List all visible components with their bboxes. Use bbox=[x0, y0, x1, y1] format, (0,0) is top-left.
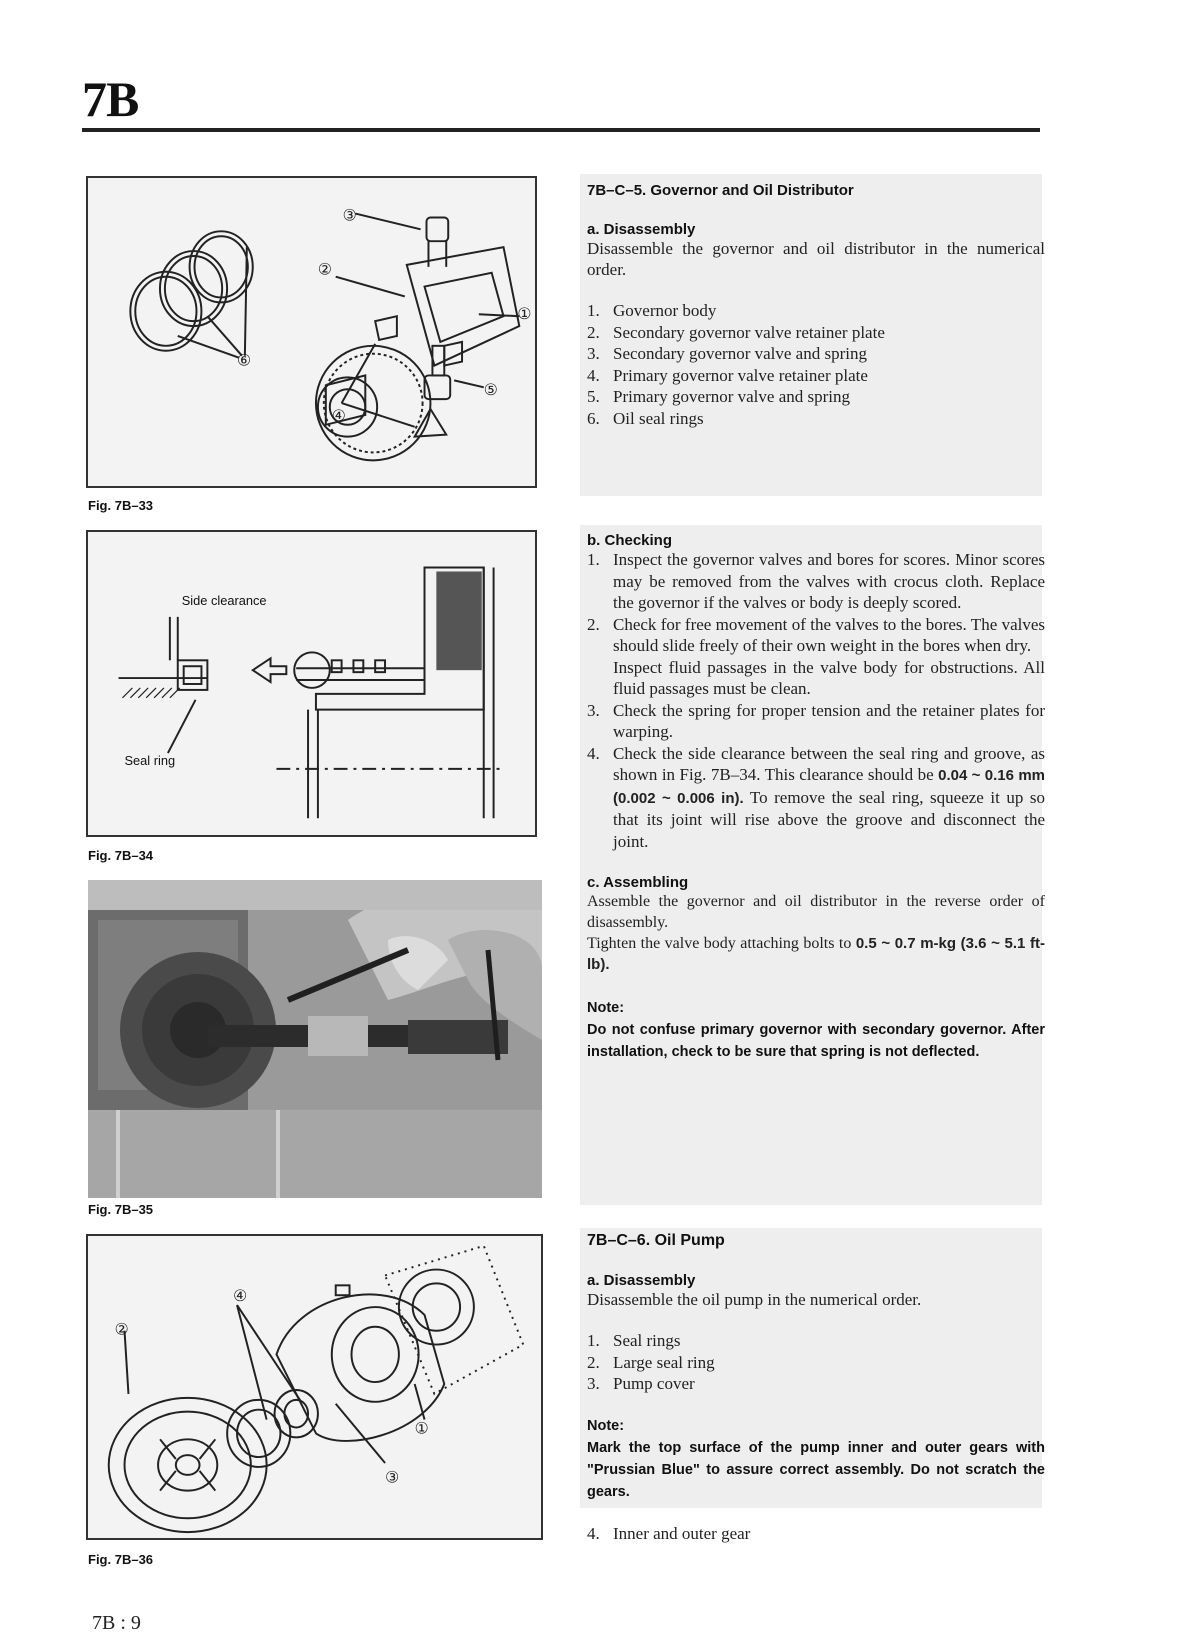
callout-4: ④ bbox=[331, 405, 346, 425]
oil-pump-exploded-drawing bbox=[88, 1236, 541, 1538]
list-item: 4. Inner and outer gear bbox=[587, 1523, 751, 1543]
list-item: 2. Large seal ring bbox=[587, 1352, 715, 1372]
governor-checking-heading: b. Checking bbox=[587, 532, 673, 549]
list-item: 2. Secondary governor valve retainer plate bbox=[587, 322, 885, 342]
oil-pump-note-label: Note: bbox=[587, 1417, 625, 1434]
governor-disassembly-intro: Disassemble the governor and oil distributor in the numerical order. bbox=[587, 239, 1045, 279]
list-item: 3. Secondary governor valve and spring bbox=[587, 344, 867, 363]
list-item: 3. Check the spring for proper tension and the retainer plates for warping. bbox=[587, 700, 1045, 741]
list-item: 6. Oil seal rings bbox=[587, 408, 704, 428]
callout-4: ④ bbox=[233, 1286, 248, 1306]
list-item: 3. Pump cover bbox=[587, 1374, 695, 1393]
oil-pump-title: 7B–C–6. Oil Pump bbox=[587, 1232, 725, 1249]
side-clearance-spec: 0.04 ~ 0.16 mm (0.002 ~ 0.006 in). bbox=[613, 767, 1046, 807]
governor-exploded-drawing bbox=[88, 178, 535, 486]
page-number: 7B : 9 bbox=[92, 1612, 141, 1634]
list-item: 2. Check for free movement of the valves to the bores. The valves should slide freely of their own weight in the bores when dry. Inspect fluid passages in the valve body for obstructions. All fluid passages must be clean. bbox=[587, 614, 1045, 698]
governor-disassembly-heading: a. Disassembly bbox=[587, 221, 696, 238]
list-item: 4. Primary governor valve retainer plate bbox=[587, 365, 868, 385]
list-item: 1. Seal rings bbox=[587, 1331, 681, 1350]
list-item: 1. Inspect the governor valves and bores for scores. Minor scores may be removed from the valves with crocus cloth. Replace the governor if the valves or body is deeply scored. bbox=[587, 550, 1045, 612]
oil-pump-parts-list bbox=[587, 1330, 1045, 1395]
torque-spec: 0.5 ~ 0.7 m-kg (3.6 ~ 5.1 ft-lb). bbox=[587, 935, 1045, 973]
caption-fig-34: Fig. 7B–34 bbox=[88, 848, 154, 863]
governor-title: 7B–C–5. Governor and Oil Distributor bbox=[587, 182, 854, 199]
governor-note-label: Note: bbox=[587, 1000, 625, 1016]
governor-assembling-heading: c. Assembling bbox=[587, 874, 689, 891]
label-side-clearance: Side clearance bbox=[181, 593, 267, 609]
governor-assembling-p2: Tighten the valve body attaching bolts to 0.5 ~ 0.7 m-kg (3.6 ~ 5.1 ft-lb). bbox=[587, 935, 1045, 973]
list-item: 1. Governor body bbox=[587, 301, 717, 320]
label-seal-ring: Seal ring bbox=[124, 752, 176, 768]
governor-parts-list bbox=[587, 300, 1045, 429]
caption-fig-36: Fig. 7B–36 bbox=[88, 1552, 154, 1567]
callout-2: ② bbox=[114, 1319, 129, 1339]
oil-pump-note-text: Mark the top surface of the pump inner and outer gears with "Prussian Blue" to assure correct assembly. Do not scratch the gears. bbox=[587, 1439, 1045, 1500]
callout-1: ① bbox=[517, 304, 532, 324]
oil-pump-section bbox=[587, 1232, 1045, 1544]
figure-side-clearance bbox=[86, 530, 537, 837]
callout-2: ② bbox=[317, 259, 333, 279]
caption-fig-35: Fig. 7B–35 bbox=[88, 1202, 154, 1217]
figure-oil-pump-exploded bbox=[86, 1234, 543, 1540]
header-rule bbox=[82, 128, 1040, 132]
caption-fig-33: Fig. 7B–33 bbox=[88, 498, 154, 513]
governor-note-text: Do not confuse primary governor with secondary governor. After installation, check to be sure that spring is not deflected. bbox=[587, 1022, 1045, 1060]
governor-assembling-p1: Assemble the governor and oil distributor in the reverse order of disassembly. bbox=[587, 893, 1045, 931]
section-label: 7B bbox=[82, 71, 139, 127]
oil-pump-parts-list-cont bbox=[587, 1523, 1045, 1545]
governor-checking-section bbox=[587, 532, 1045, 1063]
callout-5: ⑤ bbox=[483, 380, 498, 400]
callout-6: ⑥ bbox=[236, 350, 252, 370]
list-item: 5. Primary governor valve and spring bbox=[587, 387, 850, 406]
side-clearance-drawing bbox=[88, 532, 535, 835]
callout-3: ③ bbox=[385, 1467, 400, 1487]
callout-1: ① bbox=[414, 1418, 429, 1438]
list-item: 4. Check the side clearance between the seal ring and groove, as shown in Fig. 7B–34. This clearance should be 0.04 ~ 0.16 mm (0.002 ~ 0.006 in). To remove the seal ring, squeeze it up so that its joint will rise above the groove and disconnect the joint. bbox=[587, 743, 1046, 851]
photo-seal-ring-check bbox=[88, 880, 542, 1198]
figure-governor-exploded bbox=[86, 176, 537, 488]
checking-list bbox=[587, 549, 1045, 852]
oil-pump-disassembly-intro: Disassemble the oil pump in the numerical order. bbox=[587, 1290, 922, 1309]
oil-pump-disassembly-heading: a. Disassembly bbox=[587, 1272, 696, 1289]
callout-3: ③ bbox=[342, 205, 357, 225]
governor-section bbox=[587, 182, 1045, 429]
